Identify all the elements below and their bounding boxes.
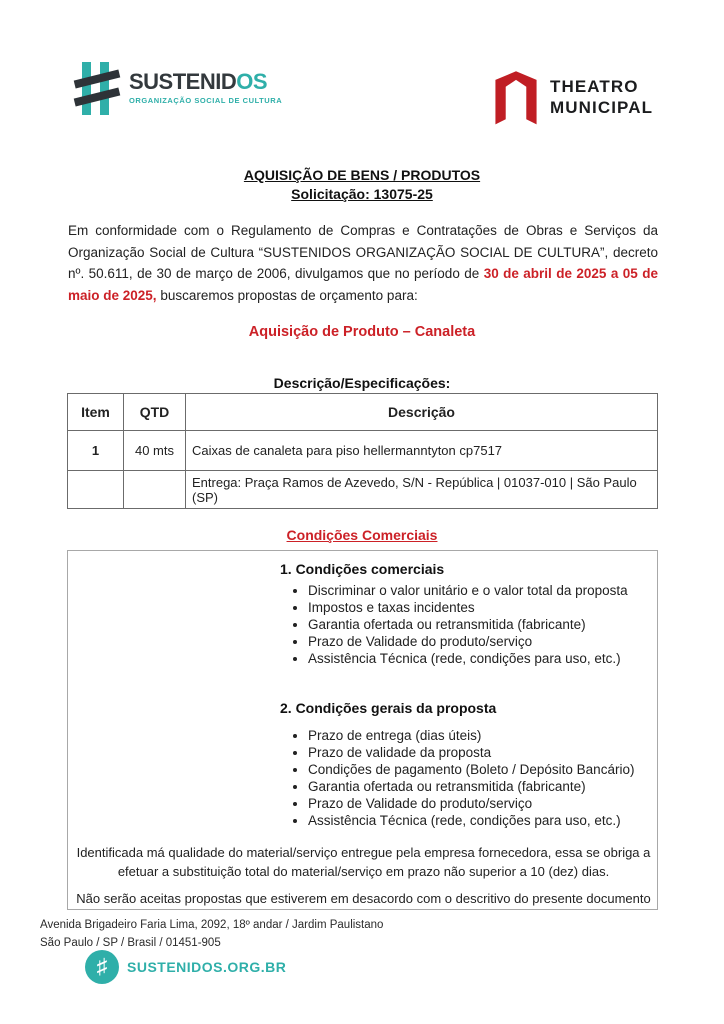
table-row bbox=[68, 431, 658, 471]
section2-title: 2. Condições gerais da proposta bbox=[280, 700, 497, 716]
bullet-item: • Garantia ofertada ou retransmitida (fabricante) bbox=[308, 616, 648, 633]
section1-list bbox=[68, 582, 648, 667]
product-heading: Aquisição de Produto – Canaleta bbox=[248, 324, 476, 340]
bullet-item: • Condições de pagamento (Boleto / Depósito Bancário) bbox=[308, 761, 648, 778]
title-line2: Solicitação: 13075-25 bbox=[291, 186, 433, 202]
sustenidos-tagline: ORGANIZAÇÃO SOCIAL DE CULTURA bbox=[129, 96, 283, 105]
table-header-row bbox=[68, 394, 658, 431]
bullet-item: • Prazo de entrega (dias úteis) bbox=[308, 727, 648, 744]
address-line2: São Paulo / SP / Brasil / 01451-905 bbox=[40, 936, 221, 949]
cell-descricao: Entrega: Praça Ramos de Azevedo, S/N - República | 01037-010 | São Paulo (SP) bbox=[186, 471, 658, 509]
theatro-wordmark: THEATRO MUNICIPAL bbox=[550, 77, 654, 117]
bullet-item: • Assistência Técnica (rede, condições para uso, etc.) bbox=[308, 650, 648, 667]
acceptance-note: Não serão aceitas propostas que estiverem em desacordo com o descritivo do presente documento bbox=[76, 891, 651, 906]
sustenidos-logo bbox=[75, 60, 282, 118]
arch-icon bbox=[492, 67, 540, 127]
theatro-municipal-logo bbox=[492, 67, 653, 127]
date-range-highlight: 30 de abril de 2025 a 05 de maio de 2025, bbox=[68, 266, 658, 303]
hash-circle-icon: ♯ bbox=[85, 950, 119, 984]
table-row bbox=[68, 471, 658, 509]
conditions-box bbox=[67, 550, 658, 910]
address-line1: Avenida Brigadeiro Faria Lima, 2092, 18º andar / Jardim Paulistano bbox=[40, 919, 384, 931]
quality-note: Identificada má qualidade do material/serviço entregue pela empresa fornecedora, essa se obriga a efetuar a substituição total do material/serviço em prazo não superior a 10 (dez) dias. bbox=[76, 845, 651, 879]
footer-brand bbox=[85, 950, 286, 984]
bullet-item: • Impostos e taxas incidentes bbox=[308, 599, 648, 616]
conditions-heading: Condições Comerciais bbox=[286, 527, 438, 543]
sustenidos-wordmark: SUSTENIDOS bbox=[129, 69, 268, 94]
items-table bbox=[67, 393, 658, 509]
cell-descricao: Caixas de canaleta para piso hellermanntyton cp7517 bbox=[186, 431, 658, 471]
section2-list bbox=[68, 727, 648, 829]
bullet-item: • Prazo de validade da proposta bbox=[308, 744, 648, 761]
footer-address bbox=[40, 917, 383, 952]
intro-paragraph: Em conformidade com o Regulamento de Compras e Contratações de Obras e Serviços da Organização Social de Cultura “SUSTENIDOS ORGANIZAÇÃO SOCIAL DE CULTURA”, decreto nº. 50.611, de 30 de março de 2006, divulgamos que no período de 30 de abril de 2025 a 05 de maio de 2025, buscaremos propostas de orçamento para: bbox=[68, 223, 658, 303]
header-qtd: QTD bbox=[124, 394, 186, 431]
hash-icon bbox=[75, 60, 119, 118]
document-title bbox=[0, 166, 724, 204]
header-item: Item bbox=[68, 394, 124, 431]
bullet-item: • Prazo de Validade do produto/serviço bbox=[308, 633, 648, 650]
bullet-item: • Discriminar o valor unitário e o valor total da proposta bbox=[308, 582, 648, 599]
bullet-item: • Assistência Técnica (rede, condições para uso, etc.) bbox=[308, 812, 648, 829]
title-line1: AQUISIÇÃO DE BENS / PRODUTOS bbox=[243, 167, 481, 183]
spec-heading: Descrição/Especificações: bbox=[273, 375, 451, 391]
bullet-item: • Garantia ofertada ou retransmitida (fabricante) bbox=[308, 778, 648, 795]
section1-title: 1. Condições comerciais bbox=[280, 561, 445, 577]
header-descricao: Descrição bbox=[186, 394, 658, 431]
cell-item: 1 bbox=[68, 431, 124, 471]
cell-qtd bbox=[124, 471, 186, 509]
cell-qtd: 40 mts bbox=[124, 431, 186, 471]
bullet-item: • Prazo de Validade do produto/serviço bbox=[308, 795, 648, 812]
cell-item bbox=[68, 471, 124, 509]
footer-site-url: SUSTENIDOS.ORG.BR bbox=[127, 959, 287, 975]
